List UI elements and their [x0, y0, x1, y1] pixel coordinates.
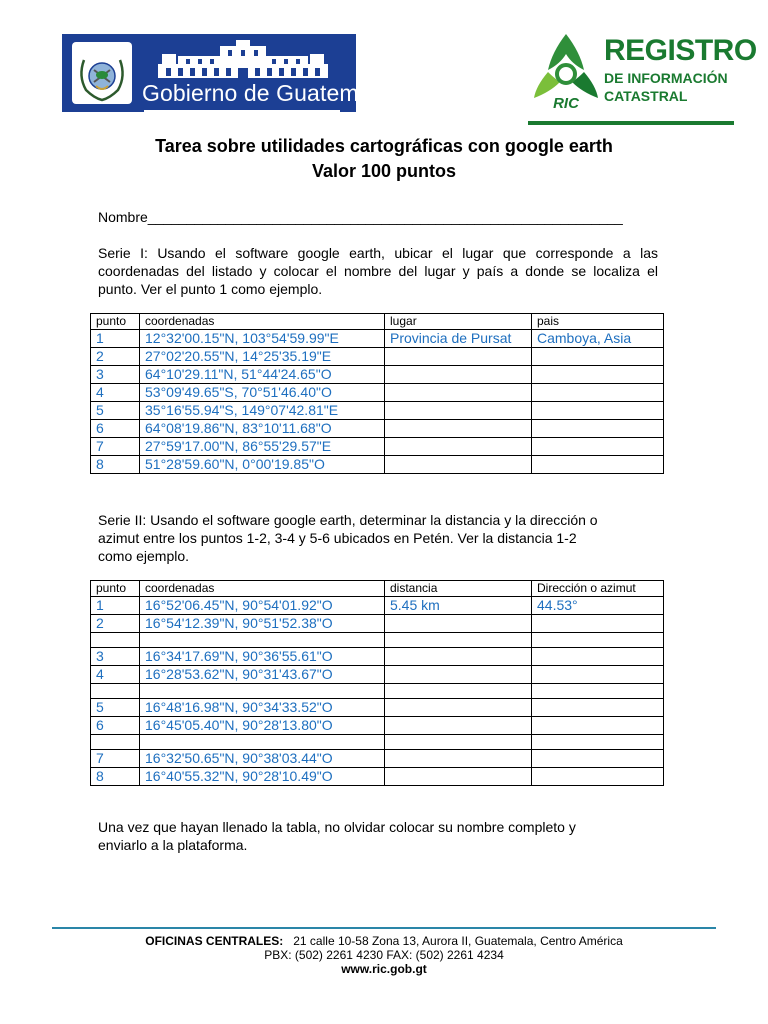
footer-address-text: 21 calle 10-58 Zona 13, Aurora II, Guatemala, Centro América	[293, 934, 623, 948]
punto-cell: 7	[91, 750, 140, 768]
header-cell: Dirección o azimut	[532, 581, 664, 597]
azimut-cell[interactable]	[532, 666, 664, 684]
azimut-cell[interactable]: 44.53°	[532, 597, 664, 615]
table-row	[91, 597, 664, 615]
gobierno-underline	[144, 110, 340, 112]
footer-label: OFICINAS CENTRALES:	[145, 934, 284, 948]
table-row	[91, 330, 664, 348]
punto-cell: 7	[91, 438, 140, 456]
header-cell: punto	[91, 581, 140, 597]
table-header-row	[91, 314, 664, 330]
pais-cell[interactable]: Camboya, Asia	[532, 330, 664, 348]
closing-line-2: enviarlo a la plataforma.	[98, 837, 248, 853]
coordenadas-cell: 16°28'53.62"N, 90°31'43.67"O	[140, 666, 385, 684]
azimut-cell[interactable]	[532, 750, 664, 768]
table-row	[91, 648, 664, 666]
table-row	[91, 438, 664, 456]
serie2-line-3: como ejemplo.	[98, 548, 190, 564]
pais-cell[interactable]	[532, 402, 664, 420]
coordenadas-cell: 51°28'59.60"N, 0°00'19.85"O	[140, 456, 385, 474]
table-row	[91, 420, 664, 438]
ric-subtitle-2: CATASTRAL	[604, 88, 688, 104]
coordenadas-cell: 16°32'50.65"N, 90°38'03.44"O	[140, 750, 385, 768]
coordenadas-cell: 12°32'00.15"N, 103°54'59.99"E	[140, 330, 385, 348]
punto-cell: 3	[91, 648, 140, 666]
serie2-line-1: Serie II: Usando el software google earth, determinar la distancia y la dirección o	[98, 512, 598, 528]
pais-cell[interactable]	[532, 456, 664, 474]
distancia-cell[interactable]	[385, 699, 532, 717]
pais-cell[interactable]	[532, 420, 664, 438]
punto-cell: 8	[91, 768, 140, 786]
coordenadas-cell: 16°54'12.39"N, 90°51'52.38"O	[140, 615, 385, 633]
pais-cell[interactable]	[532, 438, 664, 456]
coordenadas-cell: 16°40'55.32"N, 90°28'10.49"O	[140, 768, 385, 786]
table-row	[91, 366, 664, 384]
serie2-table	[90, 580, 664, 786]
lugar-cell[interactable]	[385, 402, 532, 420]
lugar-cell[interactable]	[385, 366, 532, 384]
coordenadas-cell: 16°45'05.40"N, 90°28'13.80"O	[140, 717, 385, 735]
header-cell: pais	[532, 314, 664, 330]
lugar-cell[interactable]	[385, 420, 532, 438]
coordenadas-cell: 16°52'06.45"N, 90°54'01.92"O	[140, 597, 385, 615]
ric-acronym: RIC	[553, 95, 579, 112]
lugar-cell[interactable]	[385, 348, 532, 366]
distancia-cell[interactable]	[385, 750, 532, 768]
footer-divider	[52, 927, 716, 929]
table-row	[91, 384, 664, 402]
coordenadas-cell: 64°08'19.86"N, 83°10'11.68"O	[140, 420, 385, 438]
punto-cell: 1	[91, 597, 140, 615]
table-row	[91, 699, 664, 717]
spacer-row	[91, 735, 664, 750]
punto-cell: 2	[91, 348, 140, 366]
ric-underline	[528, 121, 734, 125]
lugar-cell[interactable]	[385, 438, 532, 456]
table-row	[91, 717, 664, 735]
header-cell: distancia	[385, 581, 532, 597]
distancia-cell[interactable]: 5.45 km	[385, 597, 532, 615]
punto-cell: 6	[91, 717, 140, 735]
coordenadas-cell: 27°59'17.00"N, 86°55'29.57"E	[140, 438, 385, 456]
distancia-cell[interactable]	[385, 615, 532, 633]
serie1-table	[90, 313, 664, 474]
pais-cell[interactable]	[532, 366, 664, 384]
serie1-line-2: coordenadas del listado y colocar el nombre del lugar y país a donde se localiza el	[98, 263, 658, 279]
coordenadas-cell: 27°02'20.55"N, 14°25'35.19"E	[140, 348, 385, 366]
serie2-line-2: azimut entre los puntos 1-2, 3-4 y 5-6 ubicados en Petén. Ver la distancia 1-2	[98, 530, 577, 546]
lugar-cell[interactable]: Provincia de Pursat	[385, 330, 532, 348]
distancia-cell[interactable]	[385, 648, 532, 666]
distancia-cell[interactable]	[385, 717, 532, 735]
coordenadas-cell: 16°34'17.69"N, 90°36'55.61"O	[140, 648, 385, 666]
footer-phones: PBX: (502) 2261 4230 FAX: (502) 2261 4234	[264, 948, 504, 962]
lugar-cell[interactable]	[385, 384, 532, 402]
punto-cell: 6	[91, 420, 140, 438]
punto-cell: 5	[91, 402, 140, 420]
punto-cell: 5	[91, 699, 140, 717]
table-row	[91, 666, 664, 684]
table-row	[91, 456, 664, 474]
gobierno-text: Gobierno de Guatemala	[142, 80, 390, 106]
header-cell: coordenadas	[140, 314, 385, 330]
ric-subtitle-1: DE INFORMACIÓN	[604, 70, 728, 86]
palace-icon	[158, 40, 328, 78]
table-row	[91, 348, 664, 366]
azimut-cell[interactable]	[532, 699, 664, 717]
document-title: Tarea sobre utilidades cartográficas con google earth	[155, 136, 613, 156]
header-cell: coordenadas	[140, 581, 385, 597]
gobierno-banner	[62, 34, 390, 112]
ric-leaf-logo-icon	[528, 30, 604, 112]
azimut-cell[interactable]	[532, 615, 664, 633]
ric-title: REGISTRO	[604, 34, 757, 67]
header-cell: lugar	[385, 314, 532, 330]
spacer-row	[91, 633, 664, 648]
distancia-cell[interactable]	[385, 768, 532, 786]
punto-cell: 4	[91, 666, 140, 684]
table-row	[91, 768, 664, 786]
azimut-cell[interactable]	[532, 717, 664, 735]
serie1-line-1: Serie I: Usando el software google earth, ubicar el lugar que corresponde a las	[98, 245, 658, 261]
footer-website-link[interactable]: www.ric.gob.gt	[341, 962, 427, 976]
punto-cell: 2	[91, 615, 140, 633]
table-row	[91, 615, 664, 633]
nombre-field[interactable]: Nombre_____________________________________________________________	[98, 209, 623, 225]
spacer-row	[91, 684, 664, 699]
coordenadas-cell: 64°10'29.11"N, 51°44'24.65"O	[140, 366, 385, 384]
coat-of-arms-icon	[72, 42, 132, 104]
coordenadas-cell: 16°48'16.98"N, 90°34'33.52"O	[140, 699, 385, 717]
footer-address	[0, 934, 768, 948]
punto-cell: 3	[91, 366, 140, 384]
distancia-cell[interactable]	[385, 666, 532, 684]
pais-cell[interactable]	[532, 348, 664, 366]
table-row	[91, 750, 664, 768]
serie1-line-3: punto. Ver el punto 1 como ejemplo.	[98, 281, 323, 297]
header-cell: punto	[91, 314, 140, 330]
punto-cell: 4	[91, 384, 140, 402]
closing-line-1: Una vez que hayan llenado la tabla, no olvidar colocar su nombre completo y	[98, 819, 576, 835]
azimut-cell[interactable]	[532, 648, 664, 666]
azimut-cell[interactable]	[532, 768, 664, 786]
punto-cell: 1	[91, 330, 140, 348]
coordenadas-cell: 53°09'49.65"S, 70°51'46.40"O	[140, 384, 385, 402]
lugar-cell[interactable]	[385, 456, 532, 474]
punto-cell: 8	[91, 456, 140, 474]
table-row	[91, 402, 664, 420]
document-subtitle: Valor 100 puntos	[311, 161, 457, 181]
table-header-row	[91, 581, 664, 597]
pais-cell[interactable]	[532, 384, 664, 402]
coordenadas-cell: 35°16'55.94"S, 149°07'42.81"E	[140, 402, 385, 420]
